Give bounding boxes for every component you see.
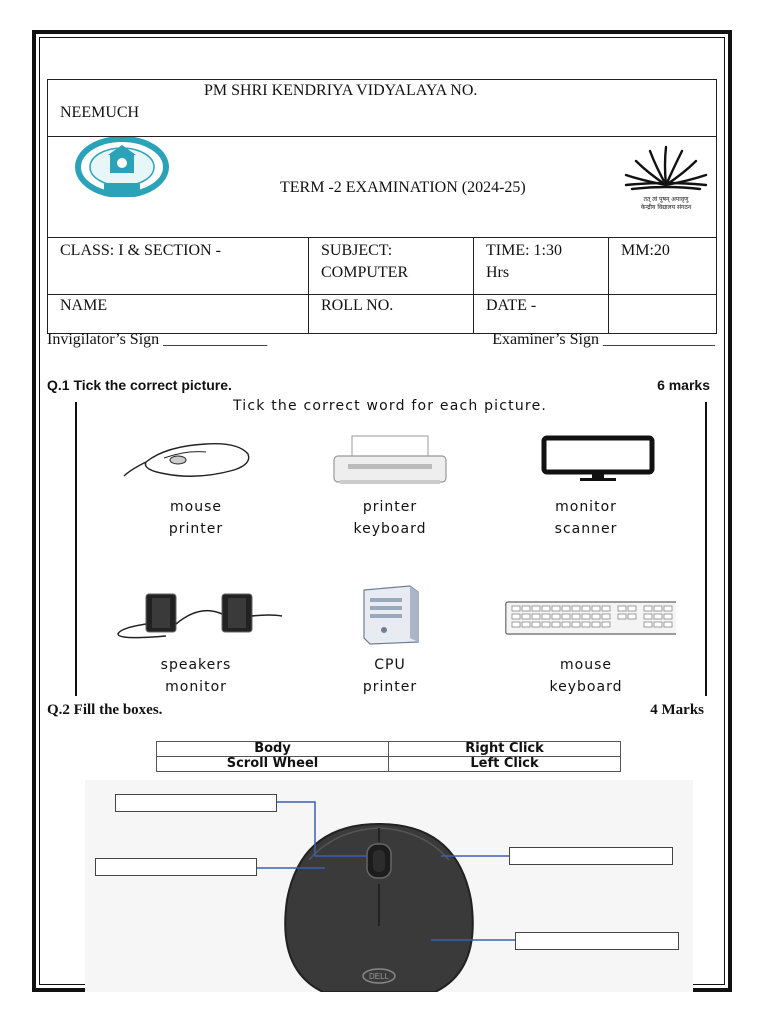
q1-item-speakers [106, 584, 286, 698]
answer-box-right[interactable] [509, 847, 673, 865]
marks-cell: MM:20 [609, 238, 717, 295]
class-cell: CLASS: I & SECTION - [48, 238, 309, 295]
time-unit: Hrs [486, 264, 510, 281]
q1-item-printer-word2[interactable]: keyboard [353, 521, 427, 537]
q1-item-speakers-word1[interactable]: speakers [160, 657, 232, 673]
q2-marks: 4 Marks [650, 702, 704, 718]
mouse-diagram [85, 780, 693, 992]
word-bank [156, 741, 621, 772]
q1-left-border [75, 402, 77, 696]
q1-item-printer-word1[interactable]: printer [362, 499, 418, 515]
name-field: NAME [48, 295, 309, 334]
q1-item-cpu [300, 584, 480, 698]
answer-box-bottom-right[interactable] [515, 932, 679, 950]
invigilator-sign: Invigilator’s Sign _____________ [47, 331, 268, 348]
date-field: DATE - [474, 295, 609, 334]
school-name-line1: PM SHRI KENDRIYA VIDYALAYA NO. [204, 82, 478, 99]
kvs-sunrise-logo [618, 141, 714, 211]
q1-item-cpu-word1[interactable]: CPU [374, 657, 406, 673]
time-label: TIME: 1:30 [486, 242, 562, 259]
word-bank-cell: Body [157, 742, 389, 757]
blank-field [609, 295, 717, 334]
word-bank-cell: Right Click [389, 742, 621, 757]
q1-item-monitor [496, 426, 676, 540]
q1-item-monitor-word2[interactable]: scanner [554, 521, 618, 537]
q1-marks: 6 marks [657, 377, 710, 393]
kvs-org-name: केन्द्रीय विद्यालय संगठन [640, 204, 692, 211]
school-name-line2: NEEMUCH [60, 104, 140, 121]
q1-item-monitor-word1[interactable]: monitor [555, 499, 617, 515]
q1-item-cpu-word2[interactable]: printer [362, 679, 418, 695]
word-bank-cell: Scroll Wheel [157, 757, 389, 772]
q1-item-printer [300, 426, 480, 540]
q1-item-keyboard-word2[interactable]: keyboard [549, 679, 623, 695]
school-cell [48, 80, 717, 137]
answer-box-left[interactable] [95, 858, 257, 876]
exam-cell [48, 137, 717, 238]
q1-item-mouse-word2[interactable]: printer [168, 521, 224, 537]
cpu-icon [300, 584, 480, 654]
q1-item-keyboard [496, 584, 676, 698]
kvs-motto: तत् त्वं पूषन् अपावृणु [643, 196, 689, 203]
q2-title: Q.2 Fill the boxes. [47, 702, 163, 718]
time-cell [474, 238, 609, 295]
printer-icon [300, 426, 480, 496]
q1-item-mouse [106, 426, 286, 540]
subject-cell [309, 238, 474, 295]
mouse-brand-logo: DELL [368, 972, 390, 981]
monitor-icon [496, 426, 676, 496]
header-table [47, 79, 717, 334]
speakers-icon [106, 584, 286, 654]
q1-right-border [705, 402, 707, 696]
word-bank-cell: Left Click [389, 757, 621, 772]
q1-item-keyboard-word1[interactable]: mouse [560, 657, 612, 673]
subject-label: SUBJECT: [321, 242, 393, 259]
sunrise-icon [618, 141, 714, 191]
roll-field: ROLL NO. [309, 295, 474, 334]
mouse-icon [106, 426, 286, 496]
examiner-sign: Examiner’s Sign ______________ [492, 331, 715, 348]
answer-box-top-left[interactable] [115, 794, 277, 812]
exam-title: TERM -2 EXAMINATION (2024-25) [280, 179, 526, 196]
q1-title: Q.1 Tick the correct picture. [47, 377, 232, 393]
kvs-emblem-icon [74, 137, 174, 197]
q1-item-mouse-word1[interactable]: mouse [170, 499, 222, 515]
q1-instruction: Tick the correct word for each picture. [232, 398, 548, 414]
keyboard-icon [496, 584, 676, 654]
q1-item-speakers-word2[interactable]: monitor [165, 679, 227, 695]
subject-value: COMPUTER [321, 264, 409, 281]
